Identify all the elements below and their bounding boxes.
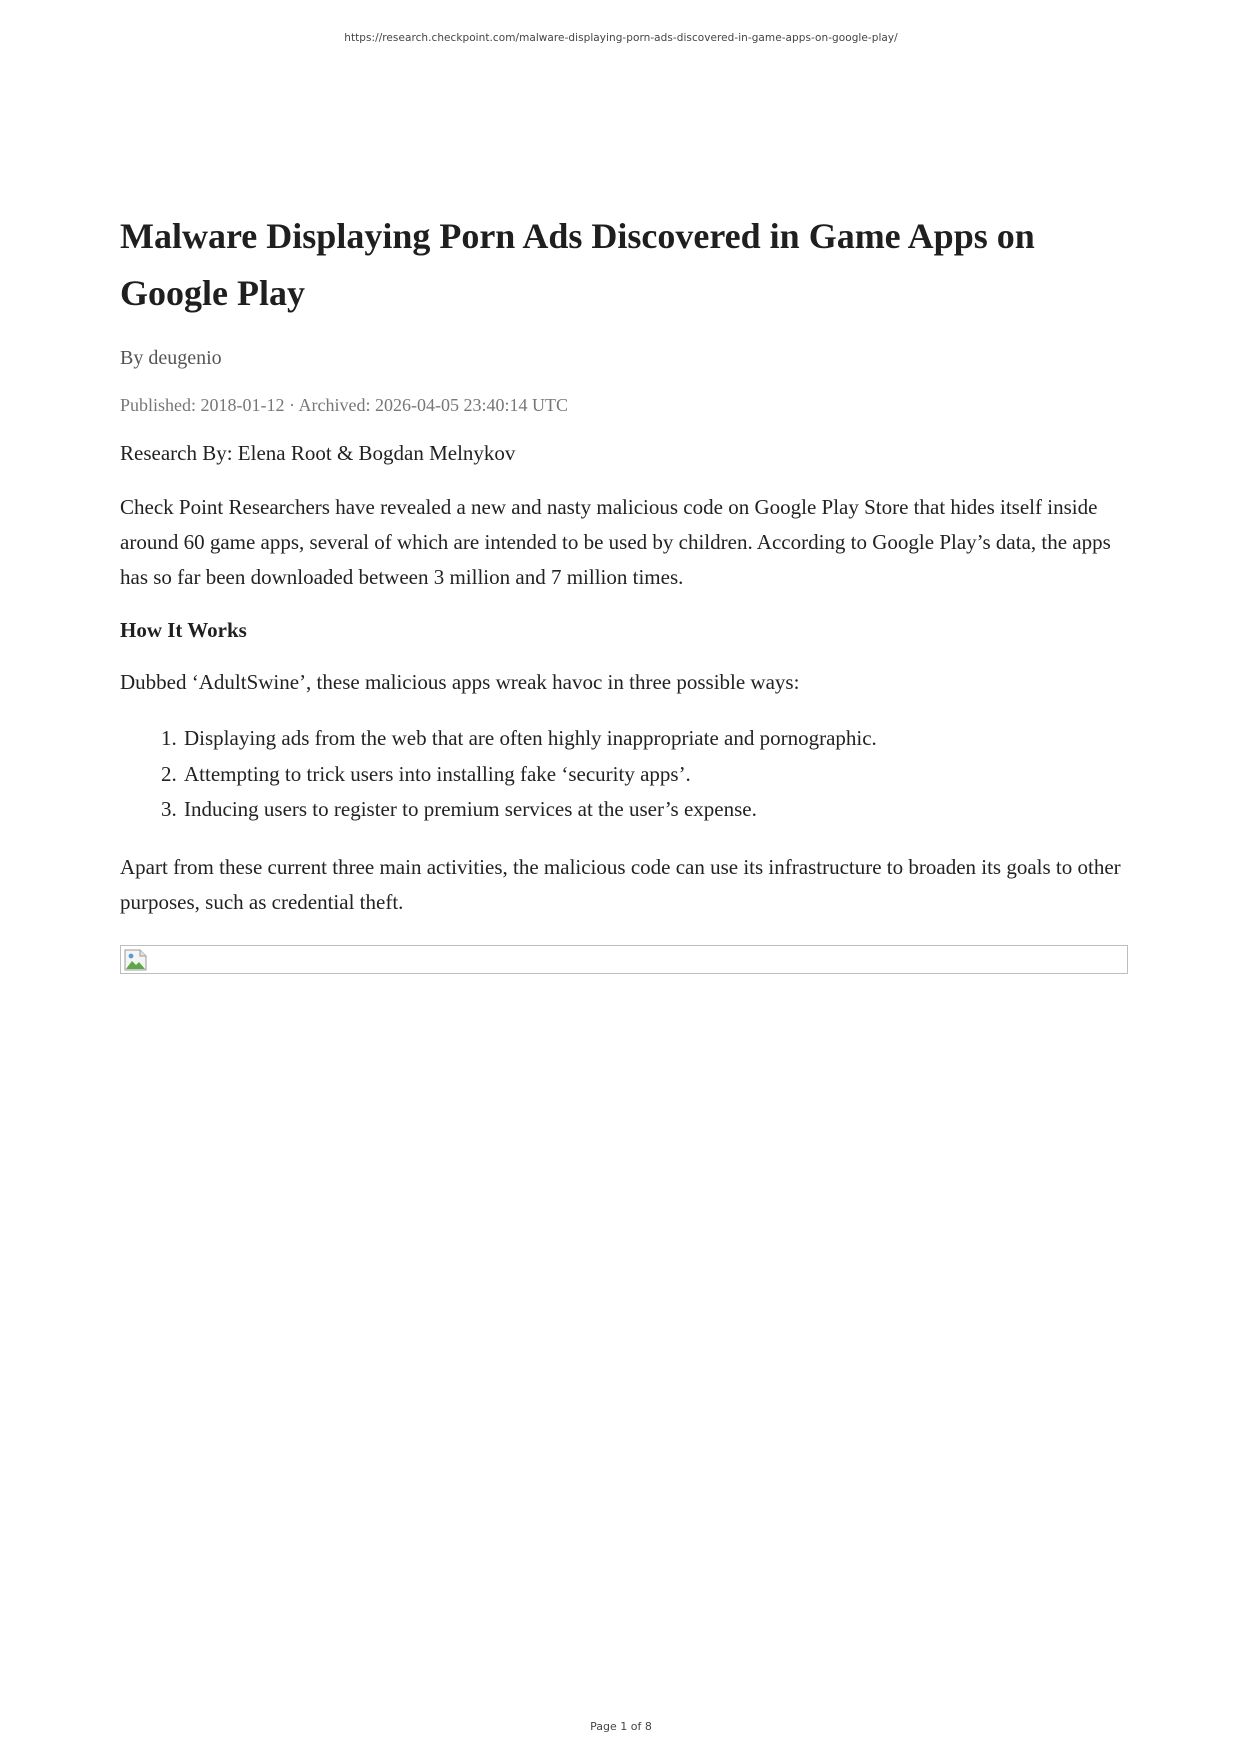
list-item: 3. Inducing users to register to premium services at the user’s expense.	[182, 792, 1130, 828]
page-url-header: https://research.checkpoint.com/malware-displaying-porn-ads-discovered-in-game-apps-on-google-play/	[344, 32, 898, 44]
intro-paragraph: Check Point Researchers have revealed a new and nasty malicious code on Google Play Store that hides itself inside around 60 game apps, several of which are intended to be used by children. According to Google Play’s data, the apps has so far been downloaded between 3 million and 7 million times.	[120, 495, 1111, 589]
article-byline: By deugenio	[120, 347, 222, 369]
section-intro-paragraph: Dubbed ‘AdultSwine’, these malicious apps wreak havoc in three possible ways:	[120, 670, 800, 694]
article	[120, 208, 1130, 974]
list-item: 1. Displaying ads from the web that are often highly inappropriate and pornographic.	[182, 721, 1130, 757]
page-footer: Page 1 of 8	[590, 1720, 652, 1733]
list-item: 2. Attempting to trick users into installing fake ‘security apps’.	[182, 757, 1130, 793]
broken-image-icon	[123, 948, 149, 972]
research-credits: Research By: Elena Root & Bogdan Melnykov	[120, 441, 516, 465]
article-image	[120, 945, 1128, 974]
article-publish-meta: Published: 2018-01-12 · Archived: 2026-04-05 23:40:14 UTC	[120, 395, 568, 415]
ways-list	[120, 721, 1130, 828]
section-heading: How It Works	[120, 618, 247, 642]
closing-paragraph: Apart from these current three main activities, the malicious code can use its infrastructure to broaden its goals to other purposes, such as credential theft.	[120, 854, 1121, 914]
article-title: Malware Displaying Porn Ads Discovered in Game Apps on Google Play	[120, 216, 1035, 313]
